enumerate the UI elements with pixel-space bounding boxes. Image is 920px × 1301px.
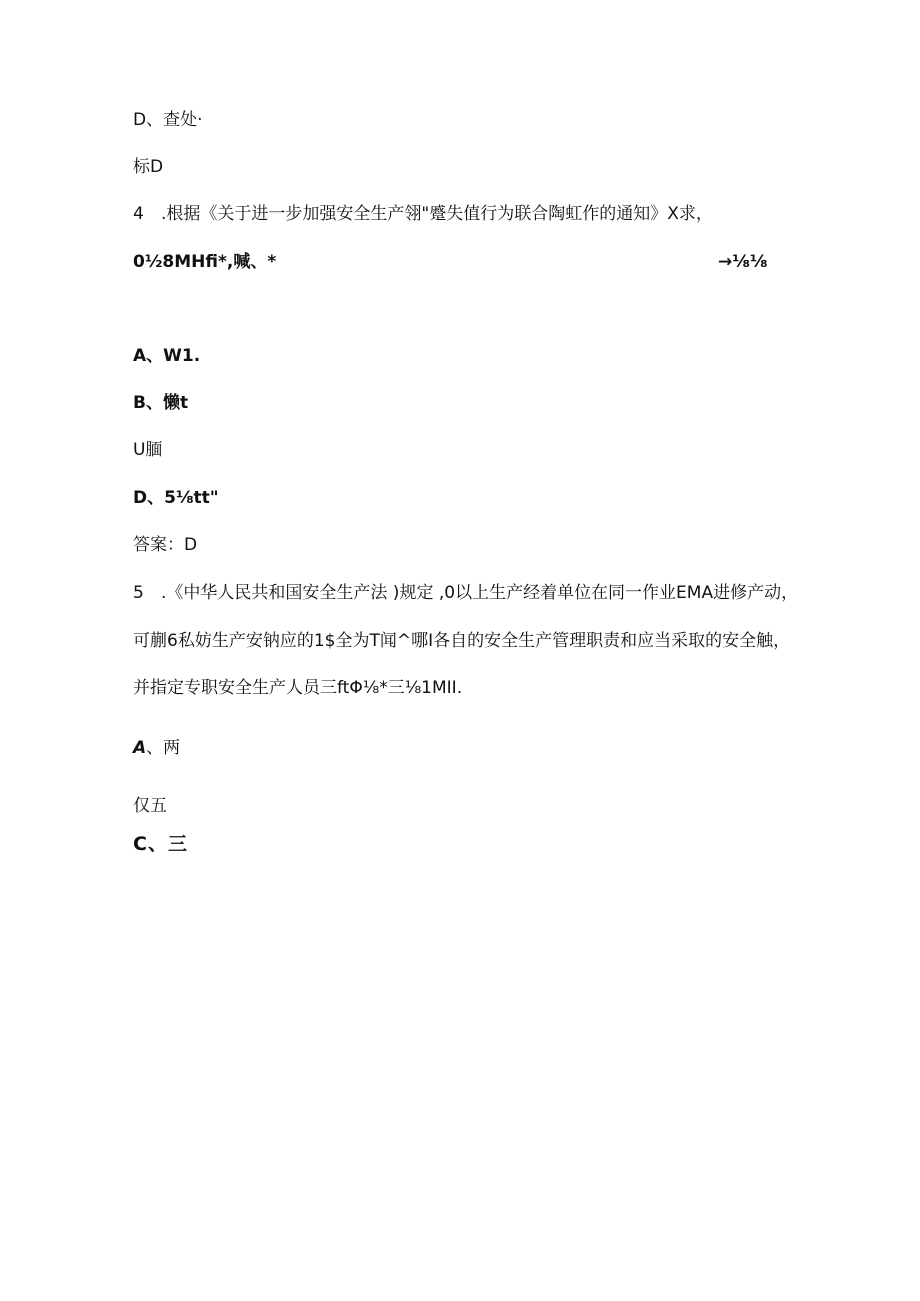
- q5-option-a-text: 、两: [146, 738, 181, 758]
- q4-option-c: [133, 438, 162, 462]
- q4-option-c-text: U腼: [133, 440, 163, 460]
- q3-option-d-text: D、查处·: [133, 110, 203, 130]
- q4-option-b: [133, 391, 188, 415]
- q4-option-d: [133, 486, 219, 510]
- q5-option-a: [133, 736, 180, 760]
- q4-answer-text: 答案：D: [133, 535, 198, 555]
- q5-stem-line1: [133, 581, 798, 605]
- q4-stem-line2-right: →⅛⅛: [718, 252, 768, 272]
- q5-stem-text-2: 可蒯6私妨生产安钠应的1$全为T闻^哪I各自的安全生产管理职责和应当采取的安全触，: [133, 631, 791, 651]
- q4-option-b-text: B、懒t: [133, 393, 189, 413]
- q5-option-c-text: C、三: [133, 833, 188, 855]
- q3-answer: [133, 155, 163, 179]
- q5-number: 5: [133, 583, 144, 603]
- q4-stem-line2: [133, 250, 276, 274]
- q5-option-a-letter: A: [133, 738, 147, 758]
- q3-answer-text: 标D: [133, 157, 164, 177]
- q5-option-b-text: 仅五: [133, 796, 167, 816]
- q4-number: 4: [133, 204, 144, 224]
- q4-stem-line1: [133, 202, 713, 226]
- q3-option-d: [133, 108, 203, 132]
- q5-stem-line3: [133, 676, 462, 700]
- q5-option-b: [133, 794, 167, 818]
- q5-option-c: [133, 832, 188, 856]
- q4-stem-text-1: .根据《关于进一步加强安全生产翎"蹙失值行为联合陶虹作的通知》X求，: [161, 204, 713, 224]
- q5-stem-text-1: .《中华人民共和国安全生产法 )规定 ,0以上生产经着单位在同一作业EMA进修产动，: [161, 583, 799, 603]
- q4-option-a-text: A、W1.: [133, 346, 201, 366]
- q4-option-a: [133, 344, 200, 368]
- q4-answer: [133, 533, 197, 557]
- q4-option-d-text: D、5⅛tt": [133, 488, 219, 508]
- q4-stem-text-2: 0½8MHfi*,喊、*: [133, 252, 277, 272]
- q5-stem-line2: [133, 629, 790, 653]
- q5-stem-text-3: 并指定专职安全生产人员三ftΦ⅛*三⅛1MII.: [133, 678, 463, 698]
